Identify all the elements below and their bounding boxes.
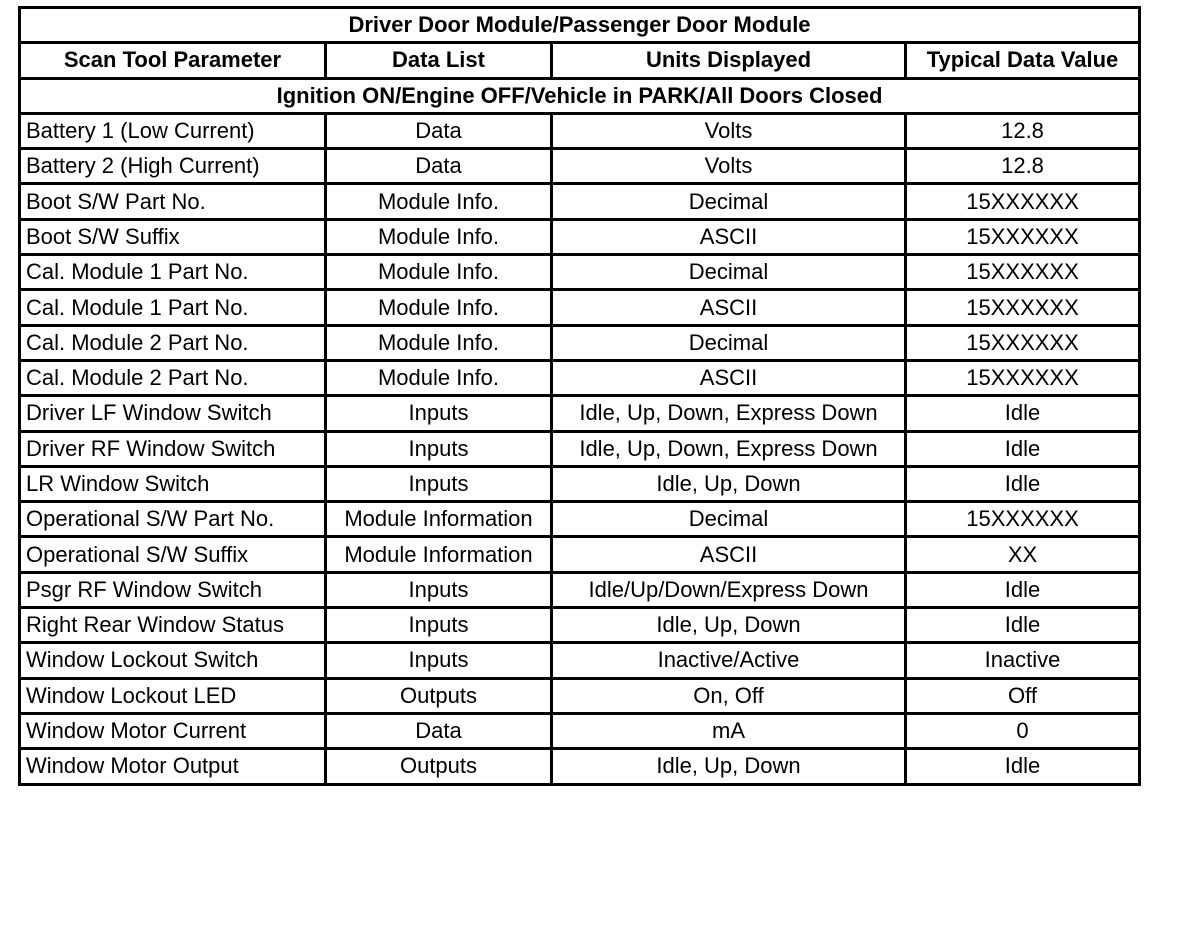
table-row [20,608,1140,643]
scan-tool-data-table [18,6,1141,786]
units-cell: Idle, Up, Down, Express Down [552,396,906,431]
data-list-cell: Inputs [326,643,552,678]
typical-value-cell: 15XXXXXX [906,360,1140,395]
data-list-cell: Inputs [326,466,552,501]
typical-value-cell: 15XXXXXX [906,219,1140,254]
test-condition: Ignition ON/Engine OFF/Vehicle in PARK/All Doors Closed [20,78,1140,113]
parameter-cell: Right Rear Window Status [20,608,326,643]
units-cell: Decimal [552,502,906,537]
parameter-cell: Driver RF Window Switch [20,431,326,466]
data-list-cell: Module Information [326,502,552,537]
parameter-cell: Battery 2 (High Current) [20,149,326,184]
parameter-cell: LR Window Switch [20,466,326,501]
parameter-cell: Window Lockout Switch [20,643,326,678]
parameter-cell: Window Motor Current [20,713,326,748]
table-title-row [20,8,1140,43]
column-header-row [20,43,1140,78]
units-cell: ASCII [552,360,906,395]
parameter-cell: Cal. Module 1 Part No. [20,290,326,325]
table-row [20,749,1140,784]
units-cell: Volts [552,149,906,184]
table-row [20,290,1140,325]
units-cell: Inactive/Active [552,643,906,678]
units-cell: Idle, Up, Down [552,608,906,643]
typical-value-cell: XX [906,537,1140,572]
data-list-cell: Outputs [326,678,552,713]
parameter-cell: Operational S/W Part No. [20,502,326,537]
table-row [20,219,1140,254]
parameter-cell: Cal. Module 2 Part No. [20,325,326,360]
column-header-data-list: Data List [326,43,552,78]
units-cell: Decimal [552,325,906,360]
typical-value-cell: 15XXXXXX [906,290,1140,325]
table-row [20,537,1140,572]
parameter-cell: Boot S/W Part No. [20,184,326,219]
units-cell: Idle/Up/Down/Express Down [552,572,906,607]
typical-value-cell: Idle [906,466,1140,501]
typical-value-cell: 15XXXXXX [906,255,1140,290]
column-header-units: Units Displayed [552,43,906,78]
table-row [20,360,1140,395]
typical-value-cell: Idle [906,608,1140,643]
data-list-cell: Inputs [326,396,552,431]
data-list-cell: Module Info. [326,325,552,360]
table-row [20,572,1140,607]
typical-value-cell: 15XXXXXX [906,325,1140,360]
data-list-cell: Data [326,713,552,748]
data-list-cell: Module Info. [326,184,552,219]
typical-value-cell: 15XXXXXX [906,184,1140,219]
typical-value-cell: Off [906,678,1140,713]
parameter-cell: Operational S/W Suffix [20,537,326,572]
units-cell: Idle, Up, Down [552,749,906,784]
typical-value-cell: Idle [906,572,1140,607]
typical-value-cell: Inactive [906,643,1140,678]
data-list-cell: Module Information [326,537,552,572]
units-cell: Volts [552,113,906,148]
parameter-cell: Driver LF Window Switch [20,396,326,431]
units-cell: ASCII [552,537,906,572]
units-cell: Decimal [552,184,906,219]
typical-value-cell: 0 [906,713,1140,748]
table-row [20,396,1140,431]
parameter-cell: Cal. Module 2 Part No. [20,360,326,395]
column-header-typical-value: Typical Data Value [906,43,1140,78]
column-header-parameter: Scan Tool Parameter [20,43,326,78]
data-list-cell: Inputs [326,608,552,643]
table-row [20,325,1140,360]
table-row [20,184,1140,219]
typical-value-cell: Idle [906,396,1140,431]
typical-value-cell: 12.8 [906,113,1140,148]
table-body [20,113,1140,784]
parameter-cell: Window Lockout LED [20,678,326,713]
table-row [20,431,1140,466]
units-cell: ASCII [552,219,906,254]
data-list-cell: Inputs [326,572,552,607]
units-cell: ASCII [552,290,906,325]
table-row [20,466,1140,501]
units-cell: Decimal [552,255,906,290]
data-list-cell: Data [326,113,552,148]
table-row [20,502,1140,537]
data-list-cell: Outputs [326,749,552,784]
units-cell: On, Off [552,678,906,713]
units-cell: Idle, Up, Down, Express Down [552,431,906,466]
data-list-cell: Inputs [326,431,552,466]
units-cell: mA [552,713,906,748]
units-cell: Idle, Up, Down [552,466,906,501]
data-list-cell: Module Info. [326,219,552,254]
typical-value-cell: 15XXXXXX [906,502,1140,537]
parameter-cell: Battery 1 (Low Current) [20,113,326,148]
data-list-cell: Data [326,149,552,184]
table-row [20,255,1140,290]
parameter-cell: Boot S/W Suffix [20,219,326,254]
parameter-cell: Cal. Module 1 Part No. [20,255,326,290]
condition-row [20,78,1140,113]
typical-value-cell: Idle [906,431,1140,466]
table-row [20,643,1140,678]
parameter-cell: Psgr RF Window Switch [20,572,326,607]
data-list-cell: Module Info. [326,360,552,395]
parameter-cell: Window Motor Output [20,749,326,784]
table-title: Driver Door Module/Passenger Door Module [20,8,1140,43]
table-row [20,678,1140,713]
table-row [20,713,1140,748]
data-list-cell: Module Info. [326,290,552,325]
table-row [20,113,1140,148]
typical-value-cell: Idle [906,749,1140,784]
typical-value-cell: 12.8 [906,149,1140,184]
data-list-cell: Module Info. [326,255,552,290]
table-row [20,149,1140,184]
